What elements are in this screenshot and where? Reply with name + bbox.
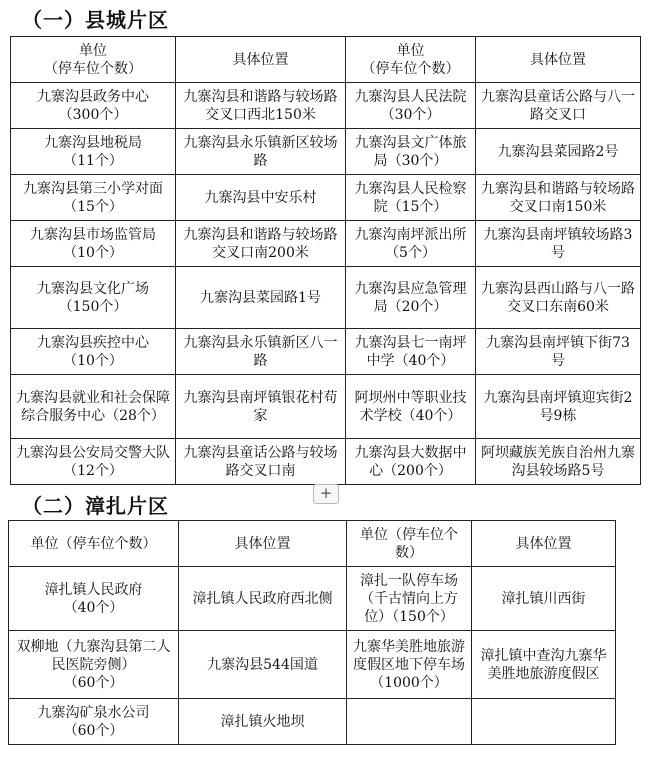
zhangzha-table-cell: 双柳地（九寨沟县第二人民医院旁侧） （60个） <box>9 631 179 699</box>
county-table-cell: 九寨沟县就业和社会保障综合服务中心（28个） <box>11 375 176 439</box>
county-table-cell: 九寨沟县永乐镇新区较场路 <box>176 129 346 175</box>
county-table-cell: 九寨沟县童话公路与八一路交叉口 <box>476 83 641 129</box>
zhangzha-table-cell: 九寨华美胜地旅游度假区地下停车场（1000个） <box>347 631 472 699</box>
county-table-row <box>11 267 641 329</box>
zhangzha-table-row <box>9 631 616 699</box>
county-table-row <box>11 329 641 375</box>
zhangzha-table-cell <box>472 699 616 745</box>
county-table-cell: 九寨沟县和谐路与较场路交叉口南200米 <box>176 221 346 267</box>
county-table-cell: 九寨沟县菜园路1号 <box>176 267 346 329</box>
county-table-cell: 阿坝州中等职业技术学校（40个） <box>346 375 476 439</box>
county-table-header-cell: 单位 （停车位个数） <box>346 37 476 83</box>
zhangzha-table-header-cell: 单位（停车位个数） <box>9 521 179 567</box>
county-table-cell: 九寨沟县七一南坪中学（40个） <box>346 329 476 375</box>
county-table-cell: 九寨沟南坪派出所（5个） <box>346 221 476 267</box>
county-table-cell: 九寨沟县南坪镇下街73号 <box>476 329 641 375</box>
county-table-cell: 九寨沟县童话公路与较场路交叉口南 <box>176 439 346 485</box>
county-table-header-cell: 具体位置 <box>176 37 346 83</box>
county-table-row <box>11 439 641 485</box>
county-table-row <box>11 375 641 439</box>
zhangzha-table-cell <box>347 699 472 745</box>
county-table-cell: 阿坝藏族羌族自治州九寨沟县较场路5号 <box>476 439 641 485</box>
zhangzha-table-header-cell: 具体位置 <box>179 521 347 567</box>
zhangzha-table-cell: 九寨沟县544国道 <box>179 631 347 699</box>
zhangzha-table-cell: 漳扎镇中查沟九寨华美胜地旅游度假区 <box>472 631 616 699</box>
county-table-cell: 九寨沟县菜园路2号 <box>476 129 641 175</box>
county-table-cell: 九寨沟县大数据中心（200个） <box>346 439 476 485</box>
zhangzha-table-row <box>9 567 616 631</box>
county-table-cell: 九寨沟县第三小学对面（15个） <box>11 175 176 221</box>
county-table-cell: 九寨沟县政务中心 （300个） <box>11 83 176 129</box>
county-table-cell: 九寨沟县人民法院（30个） <box>346 83 476 129</box>
county-table-cell: 九寨沟县和谐路与较场路交叉口西北150米 <box>176 83 346 129</box>
county-table-cell: 九寨沟县永乐镇新区八一路 <box>176 329 346 375</box>
county-table-cell: 九寨沟县文化广场 （150个） <box>11 267 176 329</box>
zhangzha-table-cell: 漳扎镇川西街 <box>472 567 616 631</box>
zhangzha-table-cell: 漳扎镇火地坝 <box>179 699 347 745</box>
county-table-row <box>11 129 641 175</box>
county-table-cell: 九寨沟县地税局 （11个） <box>11 129 176 175</box>
county-table-cell: 九寨沟县疾控中心 （10个） <box>11 329 176 375</box>
county-table-cell: 九寨沟县文广体旅局（30个） <box>346 129 476 175</box>
county-table-cell: 九寨沟县中安乐村 <box>176 175 346 221</box>
county-parking-table <box>10 36 641 485</box>
zhangzha-table-row <box>9 699 616 745</box>
county-table-cell: 九寨沟县人民检察院（15个） <box>346 175 476 221</box>
add-row-button[interactable]: + <box>313 484 339 504</box>
section-1-title: （一）县城片区 <box>22 8 169 32</box>
section-2-title: （二）漳扎片区 <box>22 494 169 518</box>
county-table-row <box>11 221 641 267</box>
zhangzha-table-header-cell: 单位（停车位个数） <box>347 521 472 567</box>
county-table-cell: 九寨沟县南坪镇较场路3号 <box>476 221 641 267</box>
county-table-cell: 九寨沟县西山路与八一路交叉口东南60米 <box>476 267 641 329</box>
zhangzha-table-header-row <box>9 521 616 567</box>
county-table-row <box>11 83 641 129</box>
county-table-row <box>11 175 641 221</box>
county-table-header-cell: 具体位置 <box>476 37 641 83</box>
zhangzha-table-cell: 九寨沟矿泉水公司 （60个） <box>9 699 179 745</box>
county-table-cell: 九寨沟县南坪镇银花村苟家 <box>176 375 346 439</box>
zhangzha-table-cell: 漳扎一队停车场 （千古情向上方位）（150个） <box>347 567 472 631</box>
county-table-header-cell: 单位 （停车位个数） <box>11 37 176 83</box>
county-table-cell: 九寨沟县和谐路与较场路交叉口南150米 <box>476 175 641 221</box>
county-table-cell: 九寨沟县市场监管局（10个） <box>11 221 176 267</box>
zhangzha-parking-table <box>8 520 616 745</box>
county-table-cell: 九寨沟县公安局交警大队（12个） <box>11 439 176 485</box>
county-table-header-row <box>11 37 641 83</box>
county-table-cell: 九寨沟县应急管理局（20个） <box>346 267 476 329</box>
zhangzha-table-cell: 漳扎镇人民政府 （40个） <box>9 567 179 631</box>
county-table-cell: 九寨沟县南坪镇迎宾街2号9栋 <box>476 375 641 439</box>
zhangzha-table-header-cell: 具体位置 <box>472 521 616 567</box>
zhangzha-table-cell: 漳扎镇人民政府西北侧 <box>179 567 347 631</box>
